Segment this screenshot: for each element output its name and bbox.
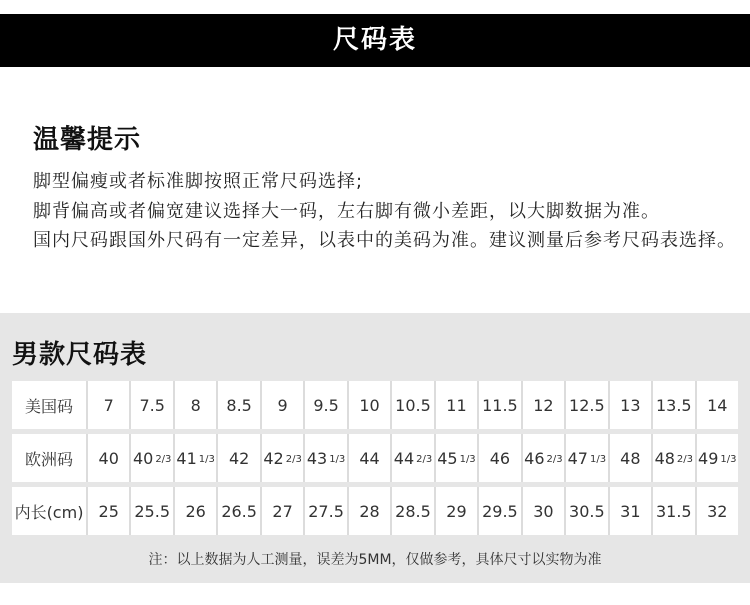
size-fraction: 2/3: [416, 453, 433, 465]
size-value: 40: [132, 448, 154, 468]
size-cell: 31.5: [653, 487, 694, 535]
size-cell: 7.5: [131, 381, 172, 429]
size-value: 47: [567, 448, 588, 468]
size-cell: 13: [610, 381, 651, 429]
size-cell: [392, 434, 433, 482]
size-value: 44: [359, 448, 380, 468]
size-chart-section: [0, 313, 750, 583]
size-cell: 25.5: [131, 487, 172, 535]
size-cell: [262, 434, 303, 482]
size-cell: 32: [697, 487, 738, 535]
us-size-row: [12, 381, 738, 429]
tips-heading: 温馨提示: [33, 125, 142, 155]
size-cell: [653, 434, 694, 482]
size-cell: 14: [697, 381, 738, 429]
size-cell: [523, 434, 564, 482]
size-cell: 28.5: [392, 487, 433, 535]
size-value: 43: [306, 448, 328, 468]
size-cell: [131, 434, 172, 482]
size-cell: 11.5: [479, 381, 520, 429]
banner-title: 尺码表: [332, 25, 417, 55]
size-fraction: 1/3: [329, 453, 346, 465]
size-cell: [479, 434, 520, 482]
size-cell: 9.5: [305, 381, 346, 429]
size-value: 45: [437, 448, 458, 468]
size-cell: [175, 434, 216, 482]
size-cell: 31: [610, 487, 651, 535]
size-cell: [610, 434, 651, 482]
eu-size-row: [12, 434, 738, 482]
size-table: [12, 381, 738, 540]
size-value: 48: [620, 448, 641, 468]
size-cell: 29.5: [479, 487, 520, 535]
size-cell: 11: [436, 381, 477, 429]
size-cell: 12.5: [566, 381, 607, 429]
size-cell: 30: [523, 487, 564, 535]
size-cell: 25: [88, 487, 129, 535]
insole-length-row: [12, 487, 738, 535]
size-cell: 10: [349, 381, 390, 429]
size-value: 46: [489, 448, 511, 468]
tips-text-block: [33, 167, 736, 256]
size-fraction: 2/3: [285, 453, 302, 465]
size-cell: 7: [88, 381, 129, 429]
size-cell: 27.5: [305, 487, 346, 535]
size-value: 40: [98, 448, 119, 468]
size-cell: 27: [262, 487, 303, 535]
size-cell: 26.5: [218, 487, 259, 535]
size-cell: [305, 434, 346, 482]
size-cell: 10.5: [392, 381, 433, 429]
size-cell: 8: [175, 381, 216, 429]
size-cell: [349, 434, 390, 482]
tip-line: 国内尺码跟国外尺码有一定差异，以表中的美码为准。建议测量后参考尺码表选择。: [33, 230, 736, 251]
size-cell: 26: [175, 487, 216, 535]
size-value: 46: [524, 448, 545, 468]
size-value: 48: [654, 448, 675, 468]
row-label: 欧洲码: [12, 434, 86, 482]
size-fraction: 1/3: [720, 453, 737, 465]
size-cell: [436, 434, 477, 482]
size-cell: 13.5: [653, 381, 694, 429]
size-fraction: 1/3: [198, 453, 215, 465]
size-cell: [566, 434, 607, 482]
size-cell: 30.5: [566, 487, 607, 535]
size-cell: 9: [262, 381, 303, 429]
tip-line: 脚背偏高或者偏宽建议选择大一码，左右脚有微小差距，以大脚数据为准。: [33, 200, 660, 222]
size-cell: [697, 434, 738, 482]
size-value: 42: [263, 448, 284, 468]
size-fraction: 1/3: [459, 453, 476, 465]
tip-line: 脚型偏瘦或者标准脚按照正常尺码选择;: [33, 171, 364, 192]
size-fraction: 2/3: [155, 453, 172, 465]
size-cell: 28: [349, 487, 390, 535]
size-fraction: 2/3: [676, 453, 694, 465]
size-value: 42: [228, 448, 250, 468]
size-value: 44: [393, 448, 415, 468]
size-cell: 12: [523, 381, 564, 429]
size-cell: 8.5: [218, 381, 259, 429]
size-value: 49: [698, 448, 719, 468]
measurement-note: 注：以上数据为人工测量，误差为5MM，仅做参考，具体尺寸以实物为准: [148, 552, 602, 568]
size-fraction: 2/3: [546, 453, 563, 465]
size-cell: [88, 434, 129, 482]
size-value: 41: [176, 448, 197, 468]
title-banner: [0, 14, 750, 67]
size-chart-title: 男款尺码表: [12, 340, 148, 370]
row-label: 美国码: [12, 381, 86, 429]
size-cell: 29: [436, 487, 477, 535]
size-fraction: 1/3: [589, 453, 607, 465]
size-cell: [218, 434, 259, 482]
row-label: 内长(cm): [12, 487, 86, 535]
